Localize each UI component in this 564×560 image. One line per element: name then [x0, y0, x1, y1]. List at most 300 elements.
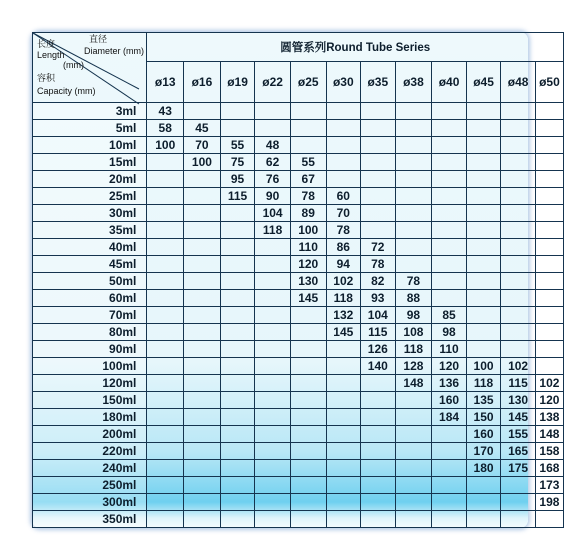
length-value-cell [290, 409, 326, 426]
length-value-cell [326, 171, 361, 188]
capacity-cell: 220ml [33, 443, 147, 460]
length-value-cell: 175 [501, 460, 536, 477]
length-value-cell [395, 222, 432, 239]
capacity-cn-label: 容积 [37, 73, 56, 83]
length-value-cell [290, 103, 326, 120]
length-value-cell [361, 409, 396, 426]
length-value-cell [255, 273, 291, 290]
capacity-en-label: Capacity (mm) [37, 86, 96, 96]
length-value-cell [220, 341, 255, 358]
length-value-cell [501, 307, 536, 324]
round-tube-spec-table [32, 32, 564, 528]
capacity-cell: 90ml [33, 341, 147, 358]
length-value-cell: 120 [432, 358, 467, 375]
length-value-cell [535, 256, 563, 273]
length-value-cell [361, 137, 396, 154]
diameter-header: ø35 [361, 62, 396, 103]
length-value-cell [255, 103, 291, 120]
diameter-en-label: Diameter (mm) [84, 46, 144, 56]
length-value-cell [535, 154, 563, 171]
length-value-cell [220, 477, 255, 494]
length-value-cell [361, 154, 396, 171]
length-value-cell [466, 290, 501, 307]
length-value-cell: 58 [147, 120, 184, 137]
length-value-cell [432, 120, 467, 137]
length-value-cell: 100 [184, 154, 221, 171]
length-value-cell [147, 443, 184, 460]
length-value-cell [535, 324, 563, 341]
length-value-cell: 82 [361, 273, 396, 290]
table-row [33, 358, 564, 375]
length-value-cell [361, 222, 396, 239]
length-value-cell [326, 137, 361, 154]
length-value-cell [220, 392, 255, 409]
length-value-cell [466, 171, 501, 188]
length-value-cell: 70 [184, 137, 221, 154]
length-value-cell: 110 [432, 341, 467, 358]
length-value-cell: 118 [326, 290, 361, 307]
length-value-cell [501, 154, 536, 171]
capacity-cell: 180ml [33, 409, 147, 426]
length-value-cell: 95 [220, 171, 255, 188]
diameter-header: ø22 [255, 62, 291, 103]
length-value-cell [432, 222, 467, 239]
length-value-cell [501, 273, 536, 290]
length-value-cell [501, 341, 536, 358]
length-value-cell [535, 341, 563, 358]
length-value-cell [147, 324, 184, 341]
length-value-cell: 120 [535, 392, 563, 409]
length-value-cell [501, 205, 536, 222]
length-value-cell: 148 [535, 426, 563, 443]
length-value-cell [466, 222, 501, 239]
length-value-cell [395, 443, 432, 460]
length-value-cell [147, 256, 184, 273]
length-value-cell [326, 341, 361, 358]
length-value-cell: 115 [220, 188, 255, 205]
length-value-cell: 110 [290, 239, 326, 256]
length-value-cell [184, 375, 221, 392]
length-value-cell [220, 443, 255, 460]
length-value-cell [361, 375, 396, 392]
length-value-cell [184, 324, 221, 341]
length-value-cell [255, 392, 291, 409]
length-value-cell: 130 [501, 392, 536, 409]
length-value-cell [255, 409, 291, 426]
length-value-cell [361, 460, 396, 477]
diameter-header: ø50 [535, 62, 563, 103]
table-row [33, 443, 564, 460]
length-value-cell [326, 494, 361, 511]
diameter-header: ø48 [501, 62, 536, 103]
length-value-cell [184, 256, 221, 273]
length-value-cell: 85 [432, 307, 467, 324]
length-value-cell [501, 494, 536, 511]
length-value-cell: 136 [432, 375, 467, 392]
length-value-cell [220, 375, 255, 392]
length-value-cell [361, 477, 396, 494]
length-unit-label: (mm) [63, 60, 84, 70]
length-value-cell: 72 [361, 239, 396, 256]
length-value-cell [147, 426, 184, 443]
length-value-cell [184, 290, 221, 307]
length-value-cell: 86 [326, 239, 361, 256]
length-value-cell [290, 392, 326, 409]
table-row [33, 171, 564, 188]
length-value-cell [466, 137, 501, 154]
length-value-cell: 140 [361, 358, 396, 375]
length-value-cell: 148 [395, 375, 432, 392]
length-value-cell [361, 188, 396, 205]
length-value-cell [432, 426, 467, 443]
length-value-cell: 76 [255, 171, 291, 188]
length-value-cell [535, 120, 563, 137]
length-value-cell [255, 511, 291, 528]
length-value-cell [326, 426, 361, 443]
length-value-cell [466, 494, 501, 511]
length-value-cell [432, 103, 467, 120]
length-value-cell [290, 477, 326, 494]
length-value-cell: 198 [535, 494, 563, 511]
length-value-cell [147, 392, 184, 409]
length-value-cell [361, 494, 396, 511]
length-value-cell: 135 [466, 392, 501, 409]
length-value-cell [395, 409, 432, 426]
length-value-cell [147, 494, 184, 511]
length-value-cell [395, 511, 432, 528]
length-value-cell: 78 [326, 222, 361, 239]
length-value-cell [395, 460, 432, 477]
length-value-cell [255, 443, 291, 460]
length-value-cell [255, 494, 291, 511]
length-value-cell: 158 [535, 443, 563, 460]
length-value-cell [220, 256, 255, 273]
length-value-cell [361, 511, 396, 528]
length-value-cell [535, 239, 563, 256]
diameter-cn-label: 直径 [89, 34, 108, 44]
capacity-cell: 60ml [33, 290, 147, 307]
length-value-cell [432, 154, 467, 171]
length-value-cell [535, 273, 563, 290]
length-value-cell [184, 205, 221, 222]
length-value-cell [184, 511, 221, 528]
length-value-cell [535, 103, 563, 120]
length-value-cell [395, 256, 432, 273]
length-value-cell: 102 [535, 375, 563, 392]
length-value-cell: 78 [395, 273, 432, 290]
length-value-cell [501, 324, 536, 341]
table-row [33, 477, 564, 494]
length-en-label: Length [37, 50, 65, 60]
length-value-cell [290, 341, 326, 358]
length-value-cell [395, 426, 432, 443]
length-value-cell [535, 137, 563, 154]
table-row [33, 188, 564, 205]
length-value-cell [432, 239, 467, 256]
length-value-cell [535, 205, 563, 222]
length-value-cell [361, 426, 396, 443]
length-value-cell: 88 [395, 290, 432, 307]
length-value-cell [432, 171, 467, 188]
length-value-cell: 145 [290, 290, 326, 307]
length-value-cell [466, 341, 501, 358]
length-value-cell: 145 [326, 324, 361, 341]
length-value-cell: 155 [501, 426, 536, 443]
length-value-cell [147, 460, 184, 477]
length-value-cell [220, 494, 255, 511]
length-value-cell [147, 222, 184, 239]
capacity-cell: 120ml [33, 375, 147, 392]
length-value-cell [147, 409, 184, 426]
diameter-header: ø38 [395, 62, 432, 103]
length-value-cell: 45 [184, 120, 221, 137]
length-value-cell: 43 [147, 103, 184, 120]
diameter-header: ø13 [147, 62, 184, 103]
length-value-cell [255, 460, 291, 477]
length-value-cell: 60 [326, 188, 361, 205]
table-row [33, 256, 564, 273]
length-value-cell: 126 [361, 341, 396, 358]
capacity-cell: 35ml [33, 222, 147, 239]
length-value-cell [466, 324, 501, 341]
length-value-cell: 138 [535, 409, 563, 426]
length-value-cell [290, 511, 326, 528]
length-value-cell [220, 205, 255, 222]
length-value-cell [220, 460, 255, 477]
length-value-cell: 130 [290, 273, 326, 290]
capacity-cell: 45ml [33, 256, 147, 273]
length-value-cell [147, 477, 184, 494]
length-value-cell [432, 443, 467, 460]
length-value-cell: 168 [535, 460, 563, 477]
diameter-header: ø40 [432, 62, 467, 103]
length-value-cell [147, 511, 184, 528]
length-value-cell [255, 239, 291, 256]
length-value-cell: 184 [432, 409, 467, 426]
length-value-cell [395, 188, 432, 205]
capacity-cell: 50ml [33, 273, 147, 290]
length-value-cell [361, 171, 396, 188]
length-value-cell: 160 [466, 426, 501, 443]
length-value-cell [501, 188, 536, 205]
length-value-cell [184, 392, 221, 409]
length-value-cell [184, 239, 221, 256]
length-value-cell: 78 [361, 256, 396, 273]
length-value-cell [220, 511, 255, 528]
length-value-cell: 48 [255, 137, 291, 154]
length-value-cell [535, 222, 563, 239]
length-value-cell [326, 460, 361, 477]
length-value-cell [501, 222, 536, 239]
length-cn-label: 长度 [37, 39, 56, 49]
length-value-cell [535, 171, 563, 188]
length-value-cell [466, 154, 501, 171]
title-row [33, 33, 564, 62]
length-value-cell [147, 358, 184, 375]
length-value-cell: 89 [290, 205, 326, 222]
length-value-cell: 180 [466, 460, 501, 477]
table-row [33, 103, 564, 120]
header-corner-cell [33, 33, 147, 103]
length-value-cell [361, 443, 396, 460]
length-value-cell: 98 [395, 307, 432, 324]
capacity-cell: 10ml [33, 137, 147, 154]
length-value-cell [326, 392, 361, 409]
length-value-cell: 55 [290, 154, 326, 171]
table-row [33, 409, 564, 426]
length-value-cell: 75 [220, 154, 255, 171]
length-value-cell [220, 409, 255, 426]
length-value-cell [220, 239, 255, 256]
capacity-cell: 150ml [33, 392, 147, 409]
table-row [33, 307, 564, 324]
length-value-cell [184, 188, 221, 205]
length-value-cell [535, 358, 563, 375]
length-value-cell [432, 137, 467, 154]
length-value-cell [255, 290, 291, 307]
length-value-cell [432, 460, 467, 477]
length-value-cell [432, 511, 467, 528]
length-value-cell: 100 [290, 222, 326, 239]
length-value-cell [466, 511, 501, 528]
length-value-cell [184, 494, 221, 511]
length-value-cell [326, 409, 361, 426]
length-value-cell [255, 341, 291, 358]
length-value-cell [290, 494, 326, 511]
length-value-cell [501, 103, 536, 120]
length-value-cell: 100 [147, 137, 184, 154]
length-value-cell [395, 477, 432, 494]
length-value-cell: 173 [535, 477, 563, 494]
length-value-cell [255, 307, 291, 324]
length-value-cell [326, 358, 361, 375]
table-row [33, 426, 564, 443]
length-value-cell [432, 290, 467, 307]
length-value-cell [290, 324, 326, 341]
length-value-cell [184, 426, 221, 443]
length-value-cell [432, 477, 467, 494]
length-value-cell [361, 120, 396, 137]
length-value-cell [147, 239, 184, 256]
length-value-cell [220, 120, 255, 137]
capacity-cell: 40ml [33, 239, 147, 256]
length-value-cell [220, 426, 255, 443]
length-value-cell [501, 239, 536, 256]
table-row [33, 392, 564, 409]
length-value-cell [255, 477, 291, 494]
diameter-header: ø45 [466, 62, 501, 103]
length-value-cell [326, 154, 361, 171]
length-value-cell [290, 307, 326, 324]
length-value-cell [395, 120, 432, 137]
table-row [33, 205, 564, 222]
length-value-cell: 160 [432, 392, 467, 409]
length-value-cell: 102 [501, 358, 536, 375]
length-value-cell [184, 171, 221, 188]
length-value-cell: 118 [255, 222, 291, 239]
capacity-cell: 240ml [33, 460, 147, 477]
length-value-cell [395, 205, 432, 222]
length-value-cell [501, 137, 536, 154]
length-value-cell [361, 205, 396, 222]
length-value-cell [220, 103, 255, 120]
length-value-cell [501, 511, 536, 528]
length-value-cell [466, 205, 501, 222]
length-value-cell [535, 290, 563, 307]
length-value-cell [432, 205, 467, 222]
length-value-cell: 98 [432, 324, 467, 341]
length-value-cell [501, 256, 536, 273]
length-value-cell [290, 137, 326, 154]
diameter-header: ø25 [290, 62, 326, 103]
length-value-cell [255, 120, 291, 137]
length-value-cell: 118 [466, 375, 501, 392]
capacity-cell: 350ml [33, 511, 147, 528]
length-value-cell [184, 222, 221, 239]
length-value-cell [184, 477, 221, 494]
length-value-cell [220, 273, 255, 290]
length-value-cell [220, 222, 255, 239]
length-value-cell [184, 307, 221, 324]
length-value-cell [220, 324, 255, 341]
length-value-cell [395, 494, 432, 511]
length-value-cell [466, 239, 501, 256]
length-value-cell [432, 494, 467, 511]
table-row [33, 341, 564, 358]
table-row [33, 290, 564, 307]
table-row [33, 324, 564, 341]
table-title: 圆管系列Round Tube Series [147, 33, 564, 62]
length-value-cell: 104 [255, 205, 291, 222]
length-value-cell: 78 [290, 188, 326, 205]
length-value-cell [395, 239, 432, 256]
length-value-cell: 62 [255, 154, 291, 171]
capacity-cell: 15ml [33, 154, 147, 171]
length-value-cell [290, 443, 326, 460]
length-value-cell [535, 511, 563, 528]
length-value-cell [326, 477, 361, 494]
diameter-header: ø19 [220, 62, 255, 103]
length-value-cell [147, 375, 184, 392]
length-value-cell [290, 375, 326, 392]
length-value-cell: 115 [501, 375, 536, 392]
length-value-cell [535, 307, 563, 324]
length-value-cell: 145 [501, 409, 536, 426]
table-row [33, 137, 564, 154]
capacity-cell: 5ml [33, 120, 147, 137]
table-row [33, 239, 564, 256]
length-value-cell [255, 426, 291, 443]
capacity-cell: 20ml [33, 171, 147, 188]
table-row [33, 511, 564, 528]
length-value-cell [326, 103, 361, 120]
length-value-cell: 120 [290, 256, 326, 273]
length-value-cell [220, 307, 255, 324]
length-value-cell: 118 [395, 341, 432, 358]
length-value-cell [395, 137, 432, 154]
length-value-cell: 67 [290, 171, 326, 188]
length-value-cell [501, 477, 536, 494]
length-value-cell [255, 256, 291, 273]
length-value-cell [395, 171, 432, 188]
length-value-cell [432, 256, 467, 273]
capacity-cell: 30ml [33, 205, 147, 222]
length-value-cell [184, 409, 221, 426]
length-value-cell [466, 307, 501, 324]
length-value-cell [326, 375, 361, 392]
length-value-cell [220, 290, 255, 307]
length-value-cell [326, 120, 361, 137]
